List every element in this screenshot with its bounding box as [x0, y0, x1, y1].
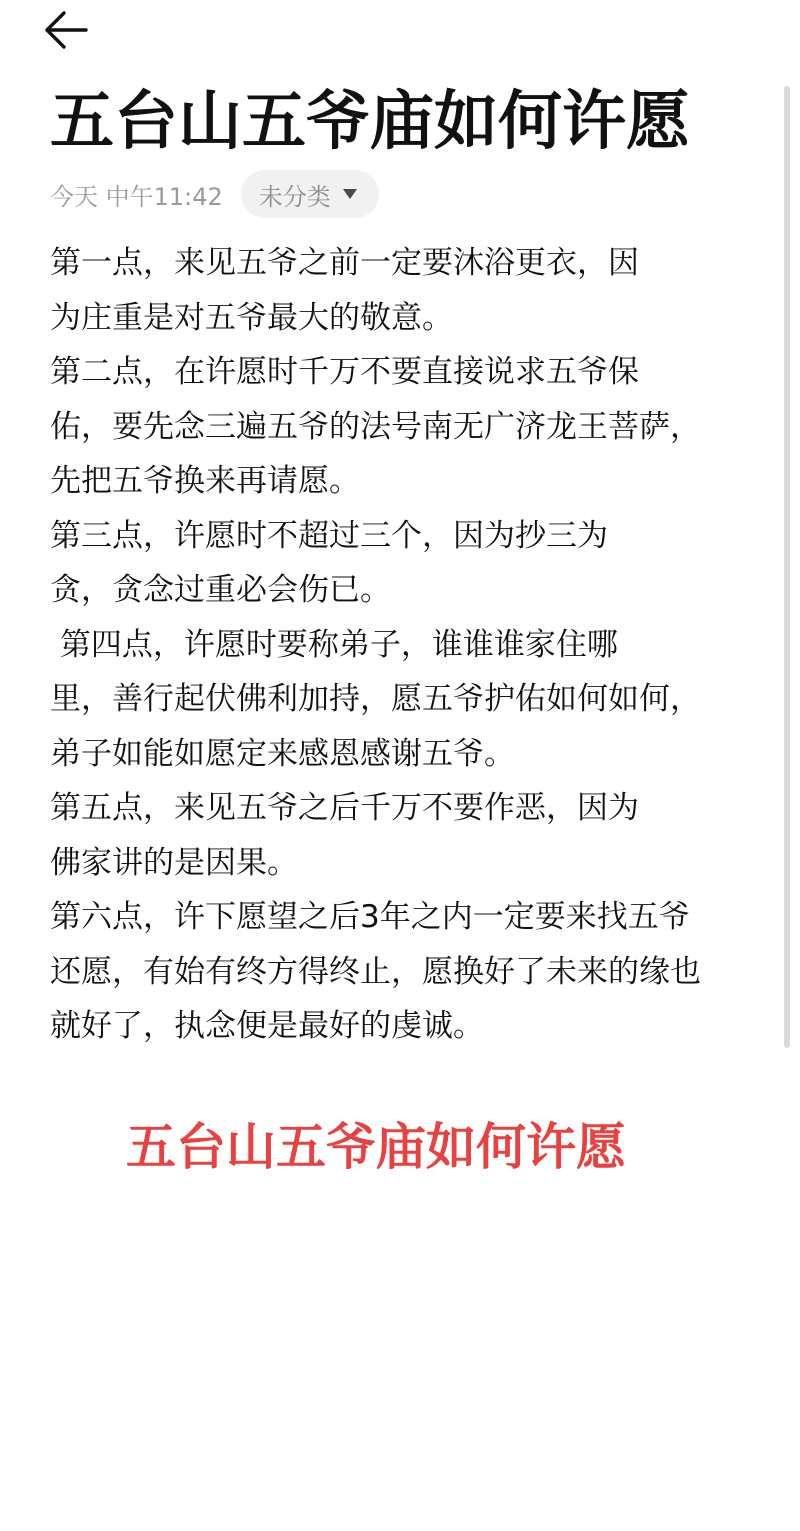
note-line: 佑，要先念三遍五爷的法号南无广济龙王菩萨，: [50, 408, 701, 445]
back-button[interactable]: [44, 4, 104, 56]
category-dropdown[interactable]: [241, 170, 379, 218]
note-body[interactable]: [50, 236, 750, 1054]
note-line: 第一点，来见五爷之前一定要沐浴更衣，因: [50, 245, 639, 281]
note-line: 第六点，许下愿望之后3年之内一定要来找五爷: [50, 899, 690, 935]
category-label: 未分类: [258, 182, 331, 211]
note-line: 佛家讲的是因果。: [50, 844, 298, 881]
note-meta: [50, 170, 379, 218]
note-line: 为庄重是对五爷最大的敬意。: [50, 299, 453, 336]
note-line: 贪，贪念过重必会伤已。: [50, 572, 391, 608]
note-title: 五台山五爷庙如何许愿: [50, 85, 690, 159]
note-line: 里，善行起伏佛利加持，愿五爷护佑如何如何，: [50, 681, 701, 717]
note-timestamp: 今天 中午11:42: [50, 182, 223, 211]
note-line: 第五点，来见五爷之后千万不要作恶，因为: [50, 790, 639, 826]
chevron-down-icon: [343, 189, 357, 199]
note-line: 先把五爷换来再请愿。: [50, 463, 360, 499]
note-line: 第二点，在许愿时千万不要直接说求五爷保: [50, 354, 639, 390]
note-line: 弟子如能如愿定来感恩感谢五爷。: [50, 735, 515, 772]
note-line: 第四点，许愿时要称弟子，谁谁谁家住哪: [50, 626, 618, 663]
arrow-left-icon: [44, 10, 88, 50]
note-line: 第三点，许愿时不超过三个，因为抄三为: [50, 517, 608, 554]
scrollbar-thumb[interactable]: [784, 86, 790, 1048]
note-line: 还愿，有始有终方得终止，愿换好了未来的缘也: [50, 953, 701, 990]
highlight-caption: 五台山五爷庙如何许愿: [126, 1118, 626, 1176]
note-line: 就好了，执念便是最好的虔诚。: [50, 1008, 484, 1044]
